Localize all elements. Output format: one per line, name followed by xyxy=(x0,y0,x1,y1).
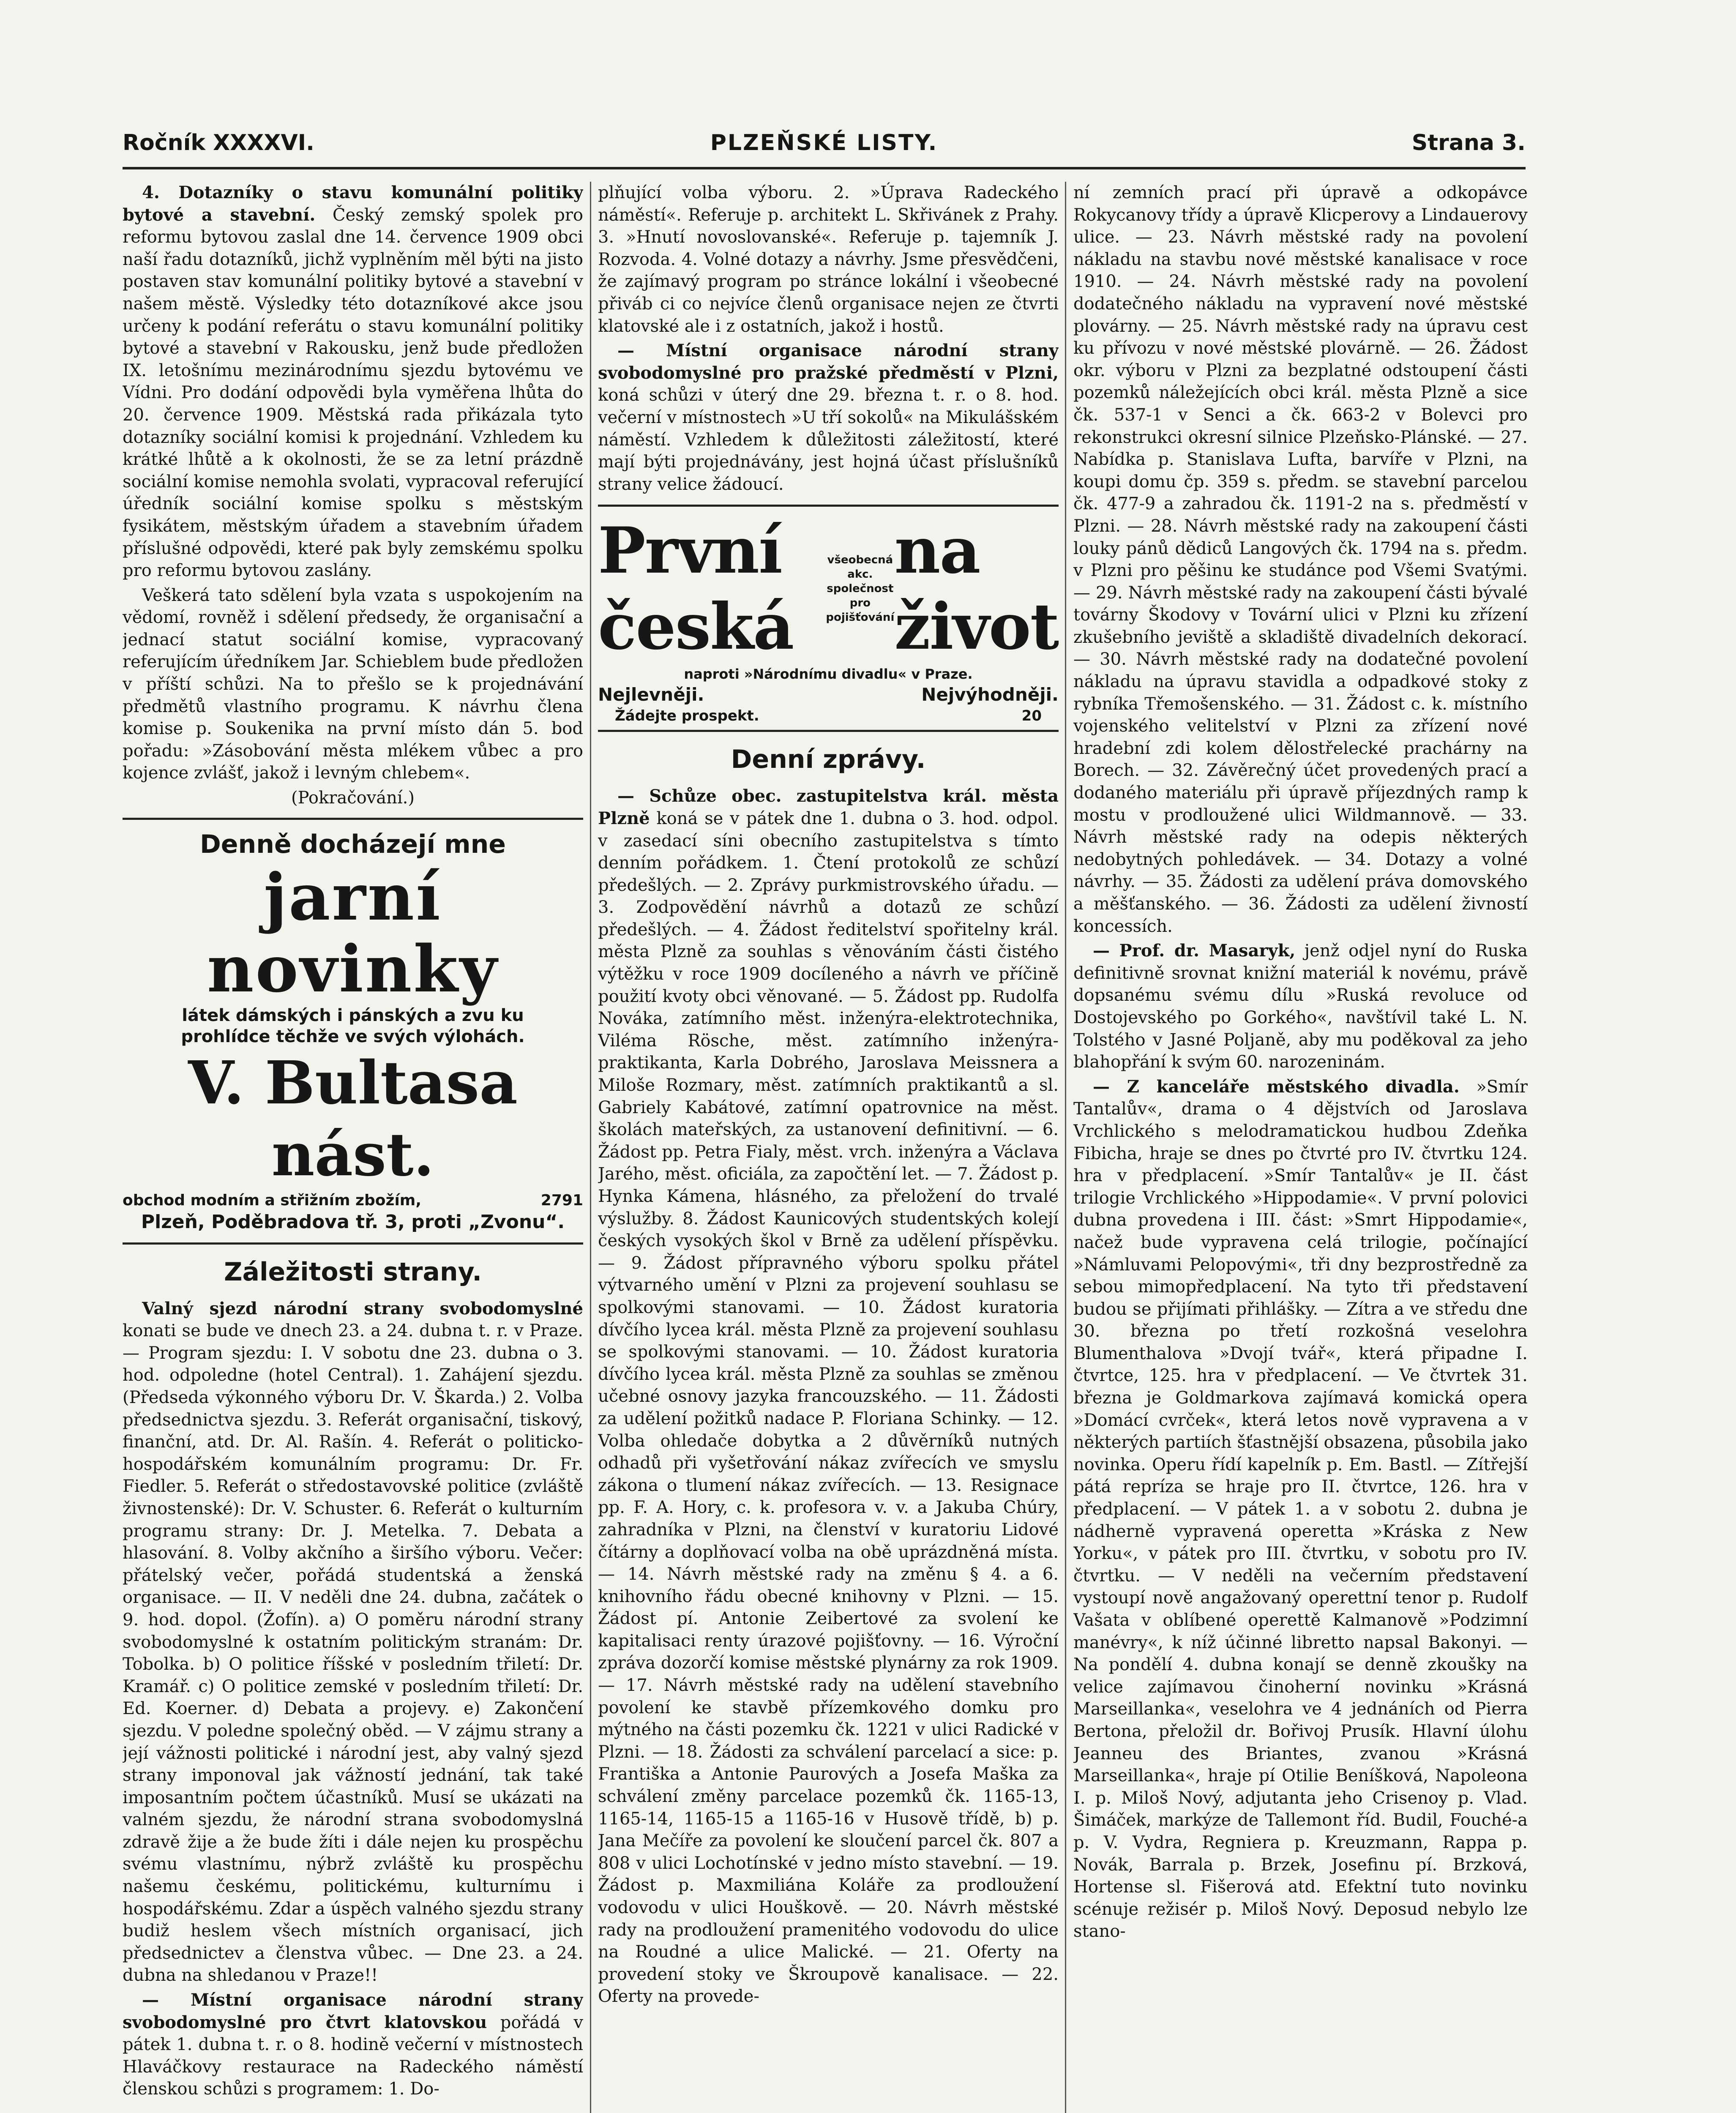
article-paragraph xyxy=(123,182,583,582)
article-lead: 4. Dotazníky o stavu komunální politiky bytové a stavební. xyxy=(123,183,583,225)
section-heading: Záležitosti strany. xyxy=(224,1257,482,1287)
article-paragraph xyxy=(1073,1076,1528,1943)
volume-number: Ročník XXXXVI. xyxy=(123,130,314,156)
ad-number: 20 xyxy=(1021,707,1042,725)
article-paragraph: plňující volba výboru. 2. »Úprava Radeckého náměstí«. Referuje p. architekt L. Skřivánek z Prahy. 3. »Hnutí novoslovanské«. Referuje p. tajemník J. Rozvoda. 4. Volné dotazy a návrhy. Jsme přesvědčeni, že zajímavý program po stránce lokální i všeobecné přiváb ci co nejvíce členů organisace nejen ze čtvrti klatovské ale i z ostatních, jakož i hostů. xyxy=(598,183,1059,336)
masthead-rule xyxy=(123,167,1526,169)
article-text: konati se bude ve dnech 23. a 24. dubna t. r. v Praze. — Program sjezdu: I. V sobotu dne 23. dubna o 3. hod. odpoledne (hotel Central). 1. Zahájení sjezdu. (Předseda výkonného výboru Dr. V. Škarda.) 2. Volba předsednictva sjezdu. 3. Referát organisační, tiskový, finanční, atd. Dr. Al. Rašín. 4. Referát o politicko-hospodářském komunálním programu: Dr. Fr. Fiedler. 5. Referát o středostavovské politice (zvláště živnostenské): Dr. V. Schuster. 6. Referát o kulturním programu strany: Dr. J. Metelka. 7. Debata a hlasování. 8. Volby akčního a širšího výboru. Večer: přátelský večer, pořádá studentská a ženská organisace. — II. V neděli dne 24. dubna, začátek o 9. hod. dopol. (Žofín). a) O poměru národní strany svobodomyslné k ostatním politickým stranám: Dr. Tobolka. b) O politice říšské v posledním třiletí: Dr. Kramář. c) O politice zemské v posledním třiletí: Dr. Ed. Koerner. d) Debata a projevy. e) Zakončení sjezdu. V poledne společný oběd. — V zájmu strany a její vážnosti politické i národní jest, aby valný sjezd strany imponoval jak vážností jednání, tak také imposantním počtem účastníků. Musí se ukázati na valném sjezdu, že národní strana svobodomyslná zdravě žije a že bude žíti i dále nejen ku prospěchu svému vlastnímu, nýbrž zvláště ku prospěchu našemu českému, politickému, kulturnímu i hospodářskému. Zdar a úspěch valného sjezdu strany budiž heslem všech místních organisací, jich předsednictev a členstva vůbec. — Dne 23. a 24. dubna na shledanou v Praze!! xyxy=(123,1321,583,1985)
article-text: jenž odjel nyní do Ruska definitivně srovnat knižní materiál k novému, právě dopsanému svému dílu »Ruská revoluce od Dostojevského po Gorkého«, navštívil také L. N. Tolstého v Jasné Poljaně, aby mu poděkoval za jeho blahopřání k svým 60. narozeninám. xyxy=(1073,941,1528,1072)
ad-word-right: na život xyxy=(894,513,1059,664)
article-text: Český zemský spolek pro reformu bytovou zaslal dne 14. července 1909 obci naší řadu dotazníků, jichž vyplněním měl býti na jisto postaven stav komunální politiky bytové a stavební v našem městě. Výsledky této dotazníkové akce jsou určeny k podání referátu o stavu komunální politiky bytové a stavební v Rakousku, jenž bude předložen IX. letošnímu mezinárodnímu sjezdu bytovému ve Vídni. Pro dodání odpovědi byla vyměřena lhůta do 20. července 1909. Městská rada přikázala tyto dotazníky sociální komisi k projednání. Vzhledem ku krátké lhůtě a k okolnosti, že se za letní prázdně sociální komise nemohla svolati, vypracoval referující úředník sociální komise spolku s městským fysikátem, městským úřadem a stavebním úřadem příslušné odpovědi, které pak byly zemskému spolku pro reformu bytovou zaslány. xyxy=(123,205,583,581)
ad-address: Plzeň, Poděbradova tř. 3, proti „Zvonu“. xyxy=(141,1211,565,1233)
article-text: koná schůzi v úterý dne 29. března t. r. o 8. hod. večerní v místnostech »U tří sokolů« na Mikulášském náměstí. Vzhledem k důležitosti záležitostí, které mají býti projednávány, jest hojná účast příslušníků strany velice žádoucí. xyxy=(598,385,1059,494)
ad-top-line: Denně docházejí mne xyxy=(199,829,506,859)
article-text: pořádá v pátek 1. dubna t. r. o 8. hodině večerní v místnostech Hlaváčkovy restaurace na Radeckého náměstí členskou schůzi s programem: 1. Do- xyxy=(123,2012,583,2099)
ad-request: Žádejte prospekt. xyxy=(615,707,759,725)
ad-subline: prohlídce těchže ve svých výlohách. xyxy=(181,1026,525,1046)
article-paragraph: Veškerá tato sdělení byla vzata s uspokojením na vědomí, rovněž i sdělení předsedy, že organisační a jednací statut sociální komise, vypracovaný referujícím úředníkem Jar. Schieblem bude předložen v příští schůzi. Na to přešlo se k projednávání předmětů vlastního programu. K návrhu člena komise p. Soukenika na první místo dán 5. bod pořadu: »Zásobování města mlékem vůbec a pro kojence zvlášť, jakož i levným chlebem«. xyxy=(123,585,583,783)
article-paragraph xyxy=(598,340,1059,495)
article-paragraph: ní zemních prací při úpravě a odkopávce Rokycanovy třídy a úpravě Klicperovy a Lindauerovy ulice. — 23. Návrh městské rady na povolení nákladu na stavbu nové městské kanalisace v roce 1910. — 24. Návrh městské rady na povolení dodatečného nákladu na vypravení nové městské plovárny. — 25. Návrh městské rady na úpravu cest ku přívozu v nové městské plovárně. — 26. Žádost okr. výboru v Plzni za bezplatné odstoupení části pozemků náležejících obci král. města Plzně a sice čk. 537-1 v Senci a čk. 663-2 v Bolevci pro rekonstrukci okresní silnice Plzeňsko-Plánské. — 27. Nabídka p. Stanislava Lufta, barvíře v Plzni, na koupi domu čp. 359 s. předm. se stavební parcelou čk. 477-9 a zahradou čk. 1191-2 na s. předměstí v Plzni. — 28. Návrh městské rady na zakoupení části louky pánů dědiců Langových čk. 1794 na s. předm. v Plzni pro pěšinu ke studánce pod Všemi Svatými. — 29. Návrh městské rady na zakoupení části bývalé továrny Škodovy v Tovární ulici v Plzni ku zřízení zkušebního jeviště a skladiště divadelních dekorací. — 30. Návrh městské rady na dodatečné povolení nákladu na úpravu stavidla a odpadkové stoky z rybníka Třemošenského. — 31. Žádost c. k. místního vojenského velitelství v Plzni za zřízení nové hradební zdi kolem dělostřelecké prachárny na Borech. — 32. Závěrečný účet provedených prací a dodaného materiálu při úpravě příjezdných ramp k mostu v prodloužené ulici Wildmannově. — 33. Návrh městské rady na odepis některých nedobytných pohledávek. — 34. Dotazy a volné návrhy. — 35. Žádosti za udělení práva domovského a měšťanského. — 36. Žádosti za udělení živností koncessích. xyxy=(1073,183,1528,936)
ad-location: naproti »Národnímu divadlu« v Praze. xyxy=(684,666,973,682)
article-lead: — Místní organisace národní strany svobodomyslné pro čtvrt klatovskou xyxy=(123,1990,583,2032)
ad-word-left: První česká xyxy=(598,513,794,664)
column-divider xyxy=(1065,182,1066,2113)
ad-subline: látek dámských i pánských a zvu ku xyxy=(182,1005,524,1025)
page-number: Strana 3. xyxy=(1411,130,1526,156)
article-paragraph xyxy=(123,1298,583,1987)
article-lead: — Prof. dr. Masaryk, xyxy=(1093,941,1296,961)
advertisement-bultasa xyxy=(123,818,583,1245)
ad-description: obchod modním a střižním zbožím, xyxy=(123,1191,421,1209)
article-text: koná se v pátek dne 1. dubna o 3. hod. odpol. v zasedací síni obecního zastupitelstva s tímto denním pořádkem. 1. Čtení protokolů ze schůzí předešlých. — 2. Zprávy purkmistrovského úřadu. — 3. Zodpovědění návrhů a dotazů ze schůzí předešlých. — 4. Žádost ředitelství spořitelny král. města Plzně za souhlas s věnováním části čistého výtěžku v roce 1909 docíleného a návrh ve příčině použití kvoty obci věnované. — 5. Žádost pp. Rudolfa Nováka, zatímního měst. inženýra-elektrotechnika, Viléma Rösche, měst. zatímního inženýra-praktikanta, Karla Dobrého, Jaroslava Meissnera a Miloše Rozmary, měst. zatímních praktikantů a sl. Gabriely Kabátové, zatímní opatrovnice na měst. školách mateřských, za ustanovení definitivní. — 6. Žádost pp. Petra Fialy, měst. vrch. inženýra a Václava Jarého, měst. oficiála, za započtění let. — 7. Žádost p. Hynka Kámena, hlásného, za přeložení do trvalé výslužby. 8. Žádost Kaunicových studentských kolejí českých vysokých škol v Brně za udělení příspěvku. — 9. Žádost přípravného výboru spolku přátel výtvarného umění v Plzni za projevení souhlasu se spolkovými stanovami. — 10. Žádost kuratoria dívčího lycea král. města Plzně za projevení souhlasu se spolkovými stanovami. — 10. Žádost kuratoria dívčího lycea král. města Plzně za souhlas se změnou učebné osnovy jazyka francouzského. — 11. Žádosti za udělení požitků nadace P. Floriana Schinky. — 12. Volba ohledače dobytka a 2 důvěrníků nutných odhadů při vyšetřování nákaz zvířecích ve smyslu zákona o tlumení nákaz zvířecích. — 13. Resignace pp. F. A. Hory, c. k. profesora v. v. a Jakuba Chúry, zahradníka v Plzni, na členství v kuratoriu Lidové čítárny a doplňovací volba na obě uprázdněná místa. — 14. Návrh městské rady na změnu § 4. a 6. knihovního řádu obecné knihovny v Plzni. — 15. Žádost pí. Antonie Zeibertové za svolení ke kapitalisaci renty úrazové pojišťovny. — 16. Výroční zpráva dozorčí komise městské plynárny za rok 1909. — 17. Návrh městské rady na udělení stavebního povolení ke stavbě přízemkového domku pro mýtného na části pozemku čk. 1221 v ulici Radické v Plzni. — 18. Žádosti za schválení parcelací a sice: p. Františka a Antonie Paurových a Josefa Maška za schválení změny parcelace pozemků čk. 1165-13, 1165-14, 1165-15 a 1165-16 v Husově třídě, b) p. Jana Mečíře za povolení ke sloučení parcel čk. 807 a 808 v ulici Lochotínské v jedno místo stavební. — 19. Žádost p. Maxmiliána Koláře za prodloužení vodovodu v ulici Houškově. — 20. Návrh městské rady na prodloužení pramenitého vodovodu do ulice na Roudné a ulice Malické. — 21. Oferty na provedení stoky ve Škroupově kanalisace. — 22. Oferty na provede- xyxy=(598,808,1059,2007)
column-1 xyxy=(123,182,583,2113)
article-lead: Valný sjezd národní strany svobodomyslné xyxy=(142,1298,583,1319)
ad-slogan-right: Nejvýhodněji. xyxy=(921,684,1059,705)
ad-company-name: V. Bultasa nást. xyxy=(188,1048,518,1190)
article-lead: — Z kanceláře městského divadla. xyxy=(1093,1076,1460,1097)
article-paragraph xyxy=(1073,940,1528,1073)
column-2 xyxy=(598,182,1059,2113)
article-paragraph xyxy=(598,785,1059,2008)
ad-middle-line: všeobecná akc. xyxy=(827,554,893,581)
article-lead: — Schůze obec. zastupitelstva král. města Plzně xyxy=(598,786,1059,828)
ad-number: 2791 xyxy=(540,1191,583,1209)
newspaper-title: PLZEŇSKÉ LISTY. xyxy=(710,130,938,156)
advertisement-insurance xyxy=(598,505,1059,732)
article-text: »Smír Tantalův«, drama o 4 dějstvích od Jaroslava Vrchlického s melodramatickou hudbou Zdeňka Fibicha, hraje se dnes po čtvrté pro IV. čtvrtku 124. hra v předplacení. »Smír Tantalův« je II. část trilogie Vrchlického »Hippodamie«. V první polovici dubna provedena i III. část: »Smrt Hippodamie«, načež bude vypravena celá trilogie, počínající »Námluvami Pelopovými«, tři dny bezprostředně za sebou mimopředplacení. Na tyto tři představení budou se přijímati přihlášky. — Zítra a ve středu dne 30. března po třetí rozkošná veselohra Blumenthalova »Dvojí tvář«, která připadne I. čtvrtce, 125. hra v předplacení. — Ve čtvrtek 31. března je Goldmarkova zajímavá komická opera »Domácí cvrček«, která letos nově vypravena a v některých partiích šťastnější obsazena, působila jako novinka. Operu řídí kapelník p. Em. Bastl. — Zítřejší pátá repríza se hraje pro II. čtvrtce, 126. hra v předplacení. — V pátek 1. a v sobotu 2. dubna je nádherně vypravená operetta »Kráska z New Yorku«, v pátek pro III. čtvrtku, v sobotu pro IV. čtvrtku. — V neděli na večerním představení vystoupí nově angažovaný operettní tenor p. Rudolf Vašata v oblíbené operettě Kalmanově »Podzimní manévry«, k níž účinné libretto napsal Bakonyi. — Na pondělí 4. dubna konají se denně zkoušky na velice zajímavou činoherní novinku »Krásná Marseillanka«, veselohra ve 4 jednáních od Pierra Bertona, přeložil dr. Bořivoj Prusík. Hlavní úlohu Jeanneu des Briantes, zvanou »Krásná Marseillanka«, hraje pí Otilie Beníšková, Napoleona I. p. Miloš Nový, adjutanta jeho Crisenoy p. Vlad. Šimáček, markýze de Tallemont říd. Budil, Fouché-a p. V. Vydra, Regniera p. Kreuzmann, Rappa p. Novák, Barrala p. Brzek, Josefinu pí. Brzková, Hortense sl. Fišerová atd. Efektní tuto novinku scénuje režisér p. Miloš Nový. Deposud nebylo lze stano- xyxy=(1073,1077,1528,1941)
article-paragraph xyxy=(123,1989,583,2100)
ad-slogan-left: Nejlevněji. xyxy=(598,684,704,705)
section-heading: Denní zprávy. xyxy=(731,745,926,775)
ad-middle-line: pro pojišťování xyxy=(826,597,895,624)
ad-middle-text xyxy=(826,553,894,625)
continued-note: (Pokračování.) xyxy=(291,788,415,808)
article-lead: — Místní organisace národní strany svobodomyslné pro pražské předměstí v Plzni, xyxy=(598,341,1059,383)
column-3 xyxy=(1073,182,1528,2113)
ad-middle-line: společnost xyxy=(827,582,894,595)
masthead xyxy=(123,130,1526,164)
column-divider xyxy=(590,182,591,2113)
ad-headline: jarní novinky xyxy=(207,859,499,1007)
